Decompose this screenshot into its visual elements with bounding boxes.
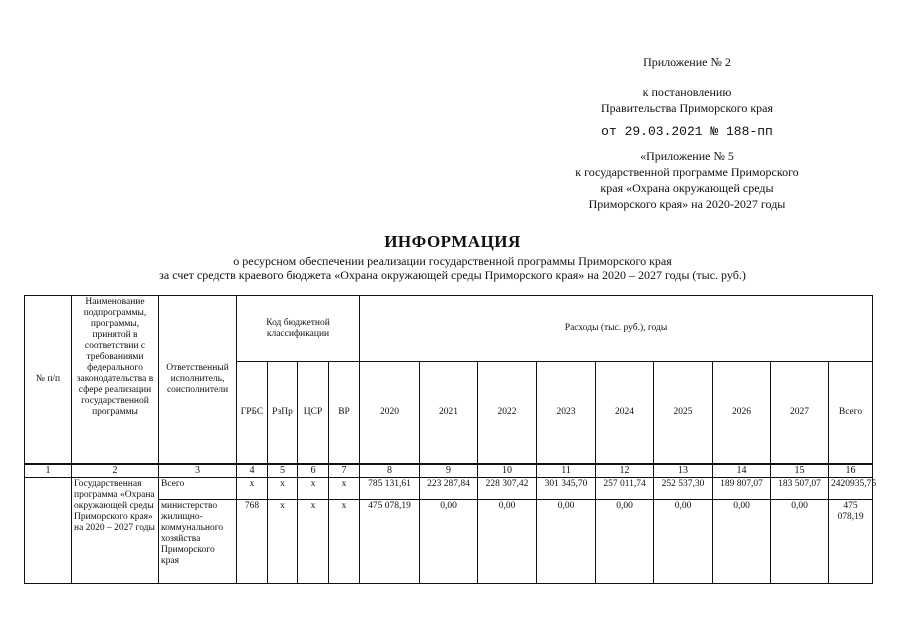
- amount-2022: 228 307,42: [478, 477, 537, 499]
- header-num: № п/п: [25, 296, 72, 464]
- header-year: 2027: [771, 362, 829, 464]
- amount-2025: 0,00: [654, 499, 713, 583]
- to-program-line3: Приморского края» на 2020-2027 годы: [588, 197, 786, 211]
- header-vr: ВР: [329, 362, 360, 464]
- responsible-ministry: министерство жилищно-коммунального хозяйства Приморского края: [159, 499, 237, 583]
- responsible-total: Всего: [159, 477, 237, 499]
- col-number: 6: [298, 464, 329, 478]
- vr-value: х: [329, 499, 360, 583]
- col-number: 10: [478, 464, 537, 478]
- col-number: 8: [360, 464, 420, 478]
- government-label: Правительства Приморского края: [600, 101, 774, 115]
- col-number: 9: [420, 464, 478, 478]
- col-number: 2: [72, 464, 159, 478]
- header-name: Наименование подпрограммы, программы, принятой в соответствии с требованиями федерального законодательства в сфере реализации государственной программы: [72, 296, 159, 464]
- resource-table: [24, 295, 877, 584]
- header-year: 2024: [596, 362, 654, 464]
- grbs-value: 768: [237, 499, 268, 583]
- program-name: Государственная программа «Охрана окружающей среды Приморского края» на 2020 – 2027 годы: [72, 477, 159, 583]
- vr-value: х: [329, 477, 360, 499]
- amount-2021: 0,00: [420, 499, 478, 583]
- header-year: 2020: [360, 362, 420, 464]
- amount-2027: 0,00: [771, 499, 829, 583]
- amount-2026: 0,00: [713, 499, 771, 583]
- amount-2027: 183 507,07: [771, 477, 829, 499]
- rzpr-value: х: [268, 477, 298, 499]
- header-year: 2022: [478, 362, 537, 464]
- header-year: 2026: [713, 362, 771, 464]
- amount-total: 475 078,19: [829, 499, 873, 583]
- header-year: 2023: [537, 362, 596, 464]
- col-number: 1: [25, 464, 72, 478]
- header-rzpr: РзПр: [268, 362, 298, 464]
- document-title: ИНФОРМАЦИЯ: [384, 232, 521, 251]
- header-budget-code: Код бюджетной классификации: [237, 296, 360, 362]
- to-resolution-label: к постановлению: [642, 85, 732, 99]
- csr-value: х: [298, 477, 329, 499]
- col-number: 13: [654, 464, 713, 478]
- col-number: 16: [829, 464, 873, 478]
- col-number: 3: [159, 464, 237, 478]
- header-total: Всего: [829, 362, 873, 464]
- grbs-value: х: [237, 477, 268, 499]
- amount-2023: 301 345,70: [537, 477, 596, 499]
- col-number: 12: [596, 464, 654, 478]
- document-subtitle-2: за счет средств краевого бюджета «Охрана окружающей среды Приморского края» на 2020 – 2027 годы (тыс. руб.): [159, 268, 746, 282]
- col-number: 5: [268, 464, 298, 478]
- header-year: 2025: [654, 362, 713, 464]
- amount-2021: 223 287,84: [420, 477, 478, 499]
- col-number: 11: [537, 464, 596, 478]
- csr-value: х: [298, 499, 329, 583]
- header-expenses: Расходы (тыс. руб.), годы: [360, 296, 873, 362]
- header-csr: ЦСР: [298, 362, 329, 464]
- amount-2022: 0,00: [478, 499, 537, 583]
- col-number: 4: [237, 464, 268, 478]
- header-year: 2021: [420, 362, 478, 464]
- col-number: 7: [329, 464, 360, 478]
- amount-2026: 189 807,07: [713, 477, 771, 499]
- amount-2024: 0,00: [596, 499, 654, 583]
- to-program-line1: к государственной программе Приморского: [575, 165, 799, 179]
- row-num-empty: [25, 477, 72, 583]
- amount-2023: 0,00: [537, 499, 596, 583]
- amount-2025: 252 537,30: [654, 477, 713, 499]
- amount-total: 2420935,75: [829, 477, 873, 499]
- header-responsible: Ответственный исполнитель, соисполнители: [159, 296, 237, 464]
- amount-2020: 475 078,19: [360, 499, 420, 583]
- col-number: 14: [713, 464, 771, 478]
- to-program-line2: края «Охрана окружающей среды: [600, 181, 774, 195]
- amount-2024: 257 011,74: [596, 477, 654, 499]
- amount-2020: 785 131,61: [360, 477, 420, 499]
- document-subtitle-1: о ресурсном обеспечении реализации государственной программы Приморского края: [233, 254, 672, 268]
- rzpr-value: х: [268, 499, 298, 583]
- appendix5-label: «Приложение № 5: [640, 149, 734, 163]
- appendix-label: Приложение № 2: [643, 55, 731, 69]
- resolution-date-number: от 29.03.2021 № 188-пп: [601, 124, 773, 139]
- col-number: 15: [771, 464, 829, 478]
- header-grbs: ГРБС: [237, 362, 268, 464]
- table-row-total: [25, 477, 873, 499]
